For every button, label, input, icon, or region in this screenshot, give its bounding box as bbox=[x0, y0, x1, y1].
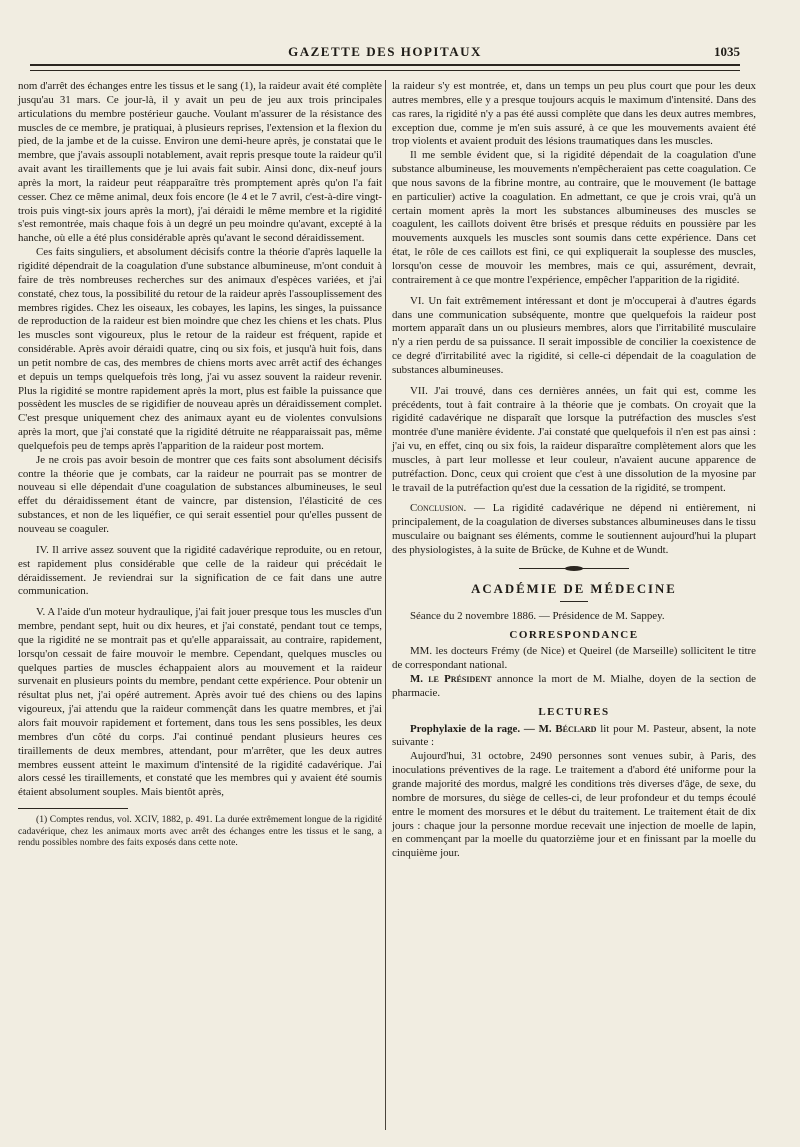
rage-intro: lit pour M. Pasteur, absent, la note suivante : bbox=[392, 722, 756, 749]
footnote-rule bbox=[18, 808, 128, 809]
seance-line: Séance du 2 novembre 1886. — Présidence de M. Sappey. bbox=[410, 609, 665, 622]
rage-title: Prophylaxie de la rage. bbox=[410, 722, 521, 735]
paragraph: IV. Il arrive assez souvent que la rigidité cadavérique reproduite, ou en retour, est rapidement plus considérable que celle de la raideur qui précédait le déraidissement. Je reviendrai sur la signification de ce fait dans une autre communication. bbox=[18, 543, 382, 598]
paragraph: Je ne crois pas avoir besoin de montrer que ces faits sont absolument décisifs contre la théorie que je combats, car la raideur ne pourrait pas se montrer de nouveau si elle dépendait d'une coagulation de substances albumineuses, le seul effet du déraidissement étant de vaincre, par distension, l'élasticité de ces substances, et non de les liquéfier, ce qui serait essentiel pour qu'elles pussent de nouveau se coaguler. bbox=[18, 453, 382, 535]
paragraph: la raideur s'y est montrée, et, dans un temps un peu plus court que pour les deux autres membres, elle y a presque toujours acquis le maximum d'intensité. Dans des cas rares, la rigidité n'y a pas été aussi complète que dans les deux autres membres, exception due, comme je m'en suis assuré, à ce que les mouvements avaient été trop violents et avaient produit des lésions traumatiques dans les muscles. bbox=[392, 80, 756, 148]
column-divider bbox=[385, 80, 386, 1130]
correspondance-text: MM. les docteurs Frémy (de Nice) et Queirel (de Marseille) sollicitent le titre de correspondant national. bbox=[392, 645, 756, 672]
paragraph: Aujourd'hui, 31 octobre, 2490 personnes sont venues subir, à Paris, des inoculations préventives de la rage. Le traitement a d'abord été uniforme pour la grande majorité des mordus, malgré les conditions très diverses d'âge, de sexe, du nombre de morsures, du siège de celles-ci, de leur profondeur et du temps écoulé entre le moment des morsures et le début du traitement. Le traitement était de dix jours : chaque jour la personne mordue recevait une injection de moelle de lapin, en commençant par la moelle du quatorzième jour et en finissant par la moelle du cinquième jour. bbox=[392, 750, 756, 860]
president-paragraph bbox=[392, 673, 756, 701]
paragraph: Il me semble évident que, si la rigidité dépendait de la coagulation d'une substance albumineuse, les mouvements n'empêcheraient pas cette coagulation. Ce que nous savons de la fibrine montre, au contraire, que le mouvement (le battage en particulier) active la coagulation. En admettant, ce que je crois vrai, qu'à un certain moment après la mort les substances albumineuses des muscles se coagulent, les caillots doivent être brisés et presque réduits en poussière par les mouvements auxquels les muscles sont soumis dans cette expérience. Dans cet état, le rôle de ces caillots est fini, ce qui expliquerait la souplesse des muscles, lorsqu'on cesse de mouvoir les membres, mais ce qui, assurément, devrait, contrairement à ce que montre l'expérience, empêcher l'apparition de la rigidité. bbox=[392, 149, 756, 286]
conclusion-text: — La rigidité cadavérique ne dépend ni entièrement, ni principalement, de la coagulation de diverses substances albumineuses dans le tissu musculaire ou baignant ses éléments, comme le soutiennent aujourd'hui la plupart des physiologistes, à la suite de Brücke, de Kuhne et de Wundt. bbox=[392, 502, 756, 556]
conclusion-paragraph bbox=[392, 502, 756, 557]
section-separator bbox=[519, 568, 629, 573]
left-column bbox=[18, 80, 382, 849]
correspondance-heading: CORRESPONDANCE bbox=[509, 628, 639, 641]
president-text: annonce la mort de M. Mialhe, doyen de la section de pharmacie. bbox=[392, 673, 756, 699]
heading-rule bbox=[560, 601, 588, 602]
paragraph: Ces faits singuliers, et absolument décisifs contre la théorie d'après laquelle la rigidité dépendrait de la coagulation d'une substance albumineuse, m'ont conduit à faire de très nombreuses recherches sur des animaux d'espèces variées, et j'ai constaté, chez tous, la possibilité du retour de la raideur après l'assouplissement des membres rigides. Chez les oiseaux, les cobayes, les lapins, les singes, la puissance de reproduction de la raideur est bien moindre que chez les chiens et les chats. Plus les muscles sont vigoureux, plus le retour de la raideur est fréquent, rapide et considérable. Après avoir déraidi quatre, cinq ou six fois, et jusqu'à huit fois, dans un petit nombre de cas, des membres de chiens morts avec arrêt actif des échanges et depuis un temps quelquefois très long, j'ai vu assez souvent la raideur revenir. Plus la rigidité se montre rapidement après la mort, plus est faible la puissance que possèdent les muscles de se rigidifier de nouveau après un déraidissement complet. C'est presque uniquement chez des animaux ayant eu de violentes convulsions après la mort, que j'ai constaté que la rigidité détruite ne réapparaissait pas, même quelquefois peu de temps après l'apparition de la raideur post mortem. bbox=[18, 246, 382, 452]
right-column bbox=[392, 80, 756, 861]
journal-title: GAZETTE DES HOPITAUX bbox=[288, 44, 482, 59]
paragraph: V. A l'aide d'un moteur hydraulique, j'ai fait jouer presque tous les muscles d'un membre, pendant sept, huit ou dix heures, et j'ai constaté, pendant tout ce temps, que la rigidité ne se montrait pas et qu'elle apparaissait, au contraire, rapidement, lorsqu'on cessait de faire mouvoir le membre. Cependant, quelques muscles ou quelques parties de muscles échappaient alors au mouvement et la raideur survenait en plusieurs points du membre, pendant cette expérience. Pour obtenir un résultat plus net, j'ai opéré autrement. Après avoir tué des chiens ou des lapins vigoureux, j'ai attendu que la raideur commençât dans les quatre membres, et j'ai alors fait mouvoir rapidement et fortement, dans tous les sens possibles, les deux membres d'un côté du corps. J'ai continué pendant plusieurs heures ces tiraillements de deux membres, attendant, pour m'arrêter, que les deux autres membres eussent atteint le maximum d'intensité de la rigidité cadavérique. J'ai alors cessé les tiraillements, et constaté que les membres qui y avaient été soumis étaient absolument souples. Mais bientôt après, bbox=[18, 606, 382, 799]
conclusion-label: Conclusion. bbox=[410, 502, 467, 515]
rage-author: — M. Béclard bbox=[520, 722, 597, 735]
lectures-heading: LECTURES bbox=[538, 705, 610, 718]
header-rule-thin bbox=[30, 70, 740, 71]
page-header bbox=[30, 44, 740, 66]
footnote: (1) Comptes rendus, vol. XCIV, 1882, p. 491. La durée extrêmement longue de la rigidité cadavérique, chez les animaux morts avec arrêt des échanges entre les tissus et le sang, a rendu possibles nombre des faits exposés dans cette note. bbox=[18, 814, 382, 849]
header-rule-thick bbox=[30, 64, 740, 66]
page-number: 1035 bbox=[714, 44, 740, 59]
academie-heading: ACADÉMIE DE MÉDECINE bbox=[471, 581, 677, 596]
rage-paragraph bbox=[392, 723, 756, 751]
president-label: M. le Président bbox=[410, 673, 492, 686]
paragraph: VI. Un fait extrêmement intéressant et dont je m'occuperai à d'autres égards dans une communication subséquente, montre que quelquefois la raideur post mortem apparaît dans un ou plusieurs membres, alors que l'irritabilité musculaire n'y a rien perdu de sa puissance. Il serait impossible de concilier la coexistence de ce degré d'irritabilité avec la rigidité, si celle-ci dépendait de la coagulation de substances albumineuses. bbox=[392, 294, 756, 376]
paragraph: nom d'arrêt des échanges entre les tissus et le sang (1), la raideur avait été complète jusqu'au 31 mars. Ce jour-là, il y avait un peu de jeu aux trois principales articulations du membre postérieur gauche. Voulant m'assurer de la résistance des muscles de ce membre, je pratiquai, à plusieurs reprises, l'extension et la flexion du pied, de la jambe et de la cuisse. Environ une demi-heure après, je constatai que le membre, que j'avais assoupli notablement, avait repris presque toute la raideur qu'il avait avant les tiraillements que je lui avais fait subir. Ainsi donc, dix-neuf jours après la mort, la raideur peut réapparaître très promptement après qu'on l'a fait cesser. Chez ce même animal, deux fois encore (le 4 et le 7 avril, c'est-à-dire vingt-trois puis vingt-six jours après la mort), j'ai déraidi le même membre et la rigidité s'est remontrée, mais chaque fois à un degré un peu moindre qu'avant, excepté à la hanche, où elle a été plus considérable après qu'avant le second déraidissement. bbox=[18, 80, 382, 245]
paragraph: VII. J'ai trouvé, dans ces dernières années, un fait qui est, comme les précédents, tout à fait contraire à la théorie que je combats. On croyait que la rigidité cadavérique ne disparaît que lorsque la putréfaction des muscles s'est montrée d'une manière évidente. J'ai constaté que quelquefois il n'en est pas ainsi : j'ai vu, en effet, cinq ou six fois, la raideur disparaître complètement alors que les muscles, à part leur mollesse et leur couleur, n'avaient aucune apparence de putréfaction. Donc, ceux qui croient que c'est à une dissolution de la myosine par le travail de la putréfaction qu'est due la cessation de la rigidité, se trompent. bbox=[392, 384, 756, 494]
